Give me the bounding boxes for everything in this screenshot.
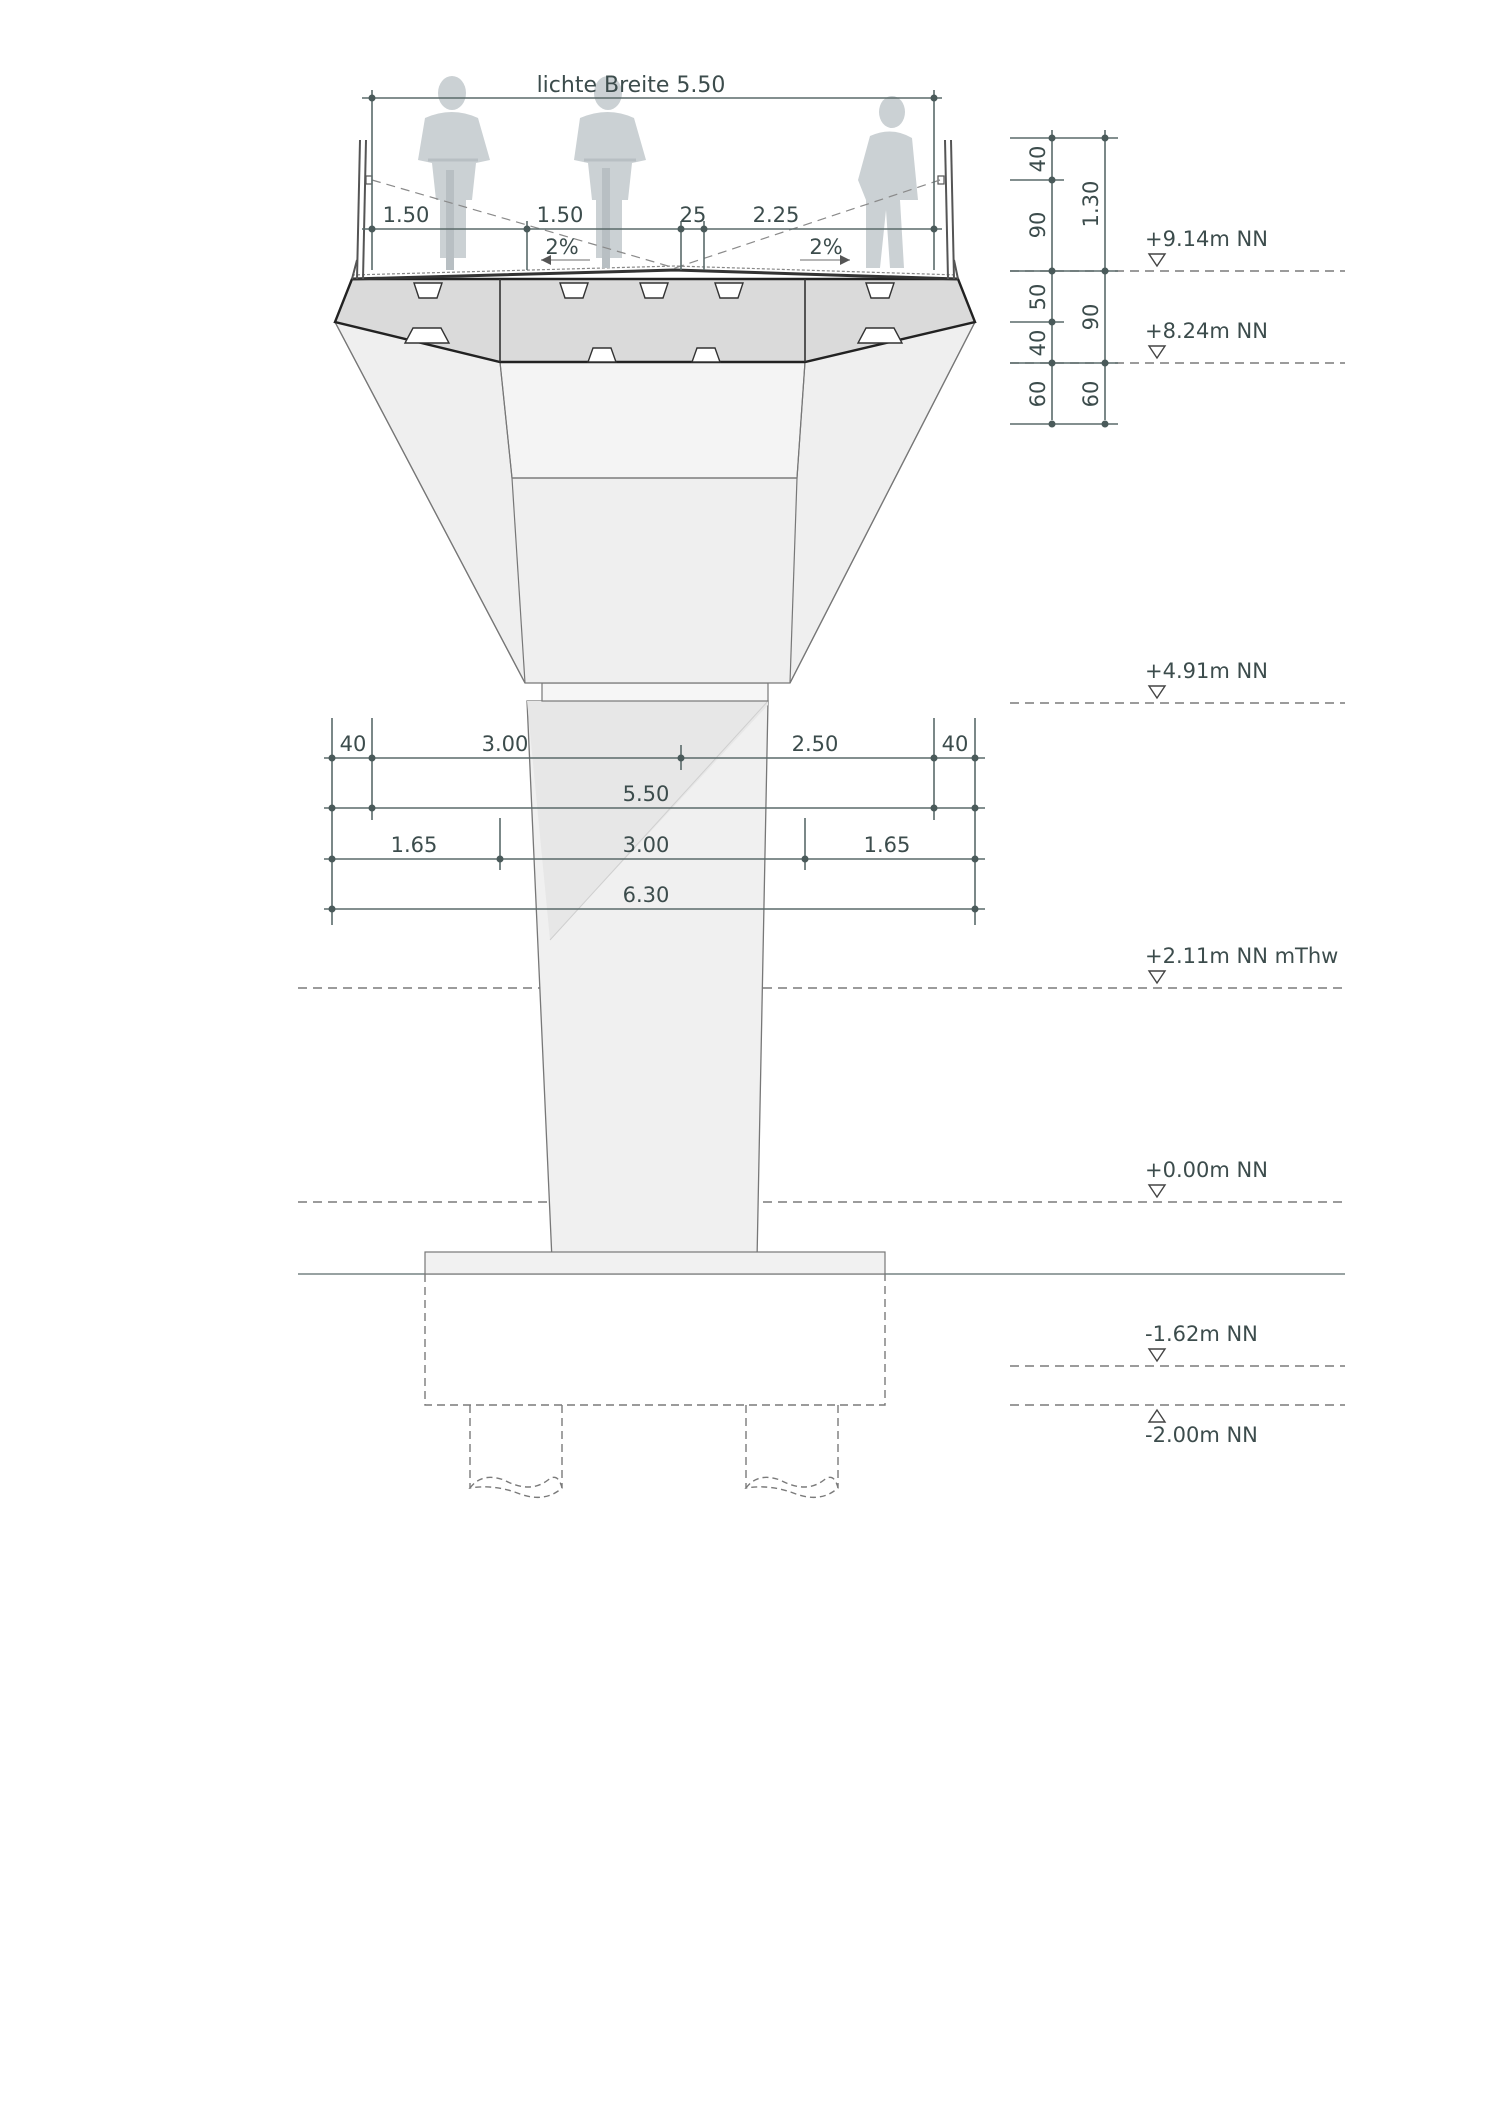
vertical-dimensions bbox=[1010, 130, 1118, 428]
level-label-200: -2.00m NN bbox=[1145, 1423, 1258, 1447]
level-label-162: -1.62m NN bbox=[1145, 1322, 1258, 1346]
level-label-914: +9.14m NN bbox=[1145, 227, 1268, 251]
pier-dim-550: 5.50 bbox=[622, 782, 670, 806]
piles bbox=[470, 1405, 838, 1497]
pile-cap-top bbox=[425, 1252, 885, 1274]
pier-dim-40-left: 40 bbox=[339, 732, 367, 756]
vdim-60-right: 60 bbox=[1079, 380, 1103, 408]
vdim-40-lower: 40 bbox=[1026, 329, 1050, 357]
level-label-491: +4.91m NN bbox=[1145, 659, 1268, 683]
superstructure bbox=[335, 266, 975, 683]
pier-dim-300-lower: 3.00 bbox=[622, 833, 670, 857]
pier-dim-165-left: 1.65 bbox=[390, 833, 438, 857]
bearing bbox=[542, 683, 768, 701]
elevation-labels bbox=[1145, 227, 1338, 1447]
level-label-211: +2.11m NN mThw bbox=[1145, 944, 1339, 968]
pier-dim-40-right: 40 bbox=[941, 732, 969, 756]
pier-dim-250: 2.50 bbox=[791, 732, 839, 756]
deck-dim-3: 25 bbox=[679, 203, 707, 227]
pier-dim-630: 6.30 bbox=[622, 883, 670, 907]
deck-dim-4: 2.25 bbox=[752, 203, 800, 227]
deck-dim-1: 1.50 bbox=[382, 203, 430, 227]
slope-label-right: 2% bbox=[809, 235, 843, 259]
vdim-40-top: 40 bbox=[1026, 145, 1050, 173]
level-label-824: +8.24m NN bbox=[1145, 319, 1268, 343]
vdim-90-right: 90 bbox=[1079, 303, 1103, 331]
cyclist-silhouette-1 bbox=[418, 76, 490, 270]
level-label-000: +0.00m NN bbox=[1145, 1158, 1268, 1182]
pier-dim-300-upper: 3.00 bbox=[481, 732, 529, 756]
pier-dim-165-right: 1.65 bbox=[863, 833, 911, 857]
vdim-90-left: 90 bbox=[1026, 211, 1050, 239]
figures bbox=[418, 76, 918, 270]
cyclist-silhouette-2 bbox=[574, 76, 646, 268]
clear-width-label: lichte Breite 5.50 bbox=[536, 73, 726, 98]
vdim-130: 1.30 bbox=[1079, 180, 1103, 228]
vdim-50: 50 bbox=[1026, 283, 1050, 311]
slope-label-left: 2% bbox=[545, 235, 579, 259]
vdim-60-left: 60 bbox=[1026, 380, 1050, 408]
pedestrian-silhouette bbox=[858, 96, 918, 268]
deck-dim-2: 1.50 bbox=[536, 203, 584, 227]
